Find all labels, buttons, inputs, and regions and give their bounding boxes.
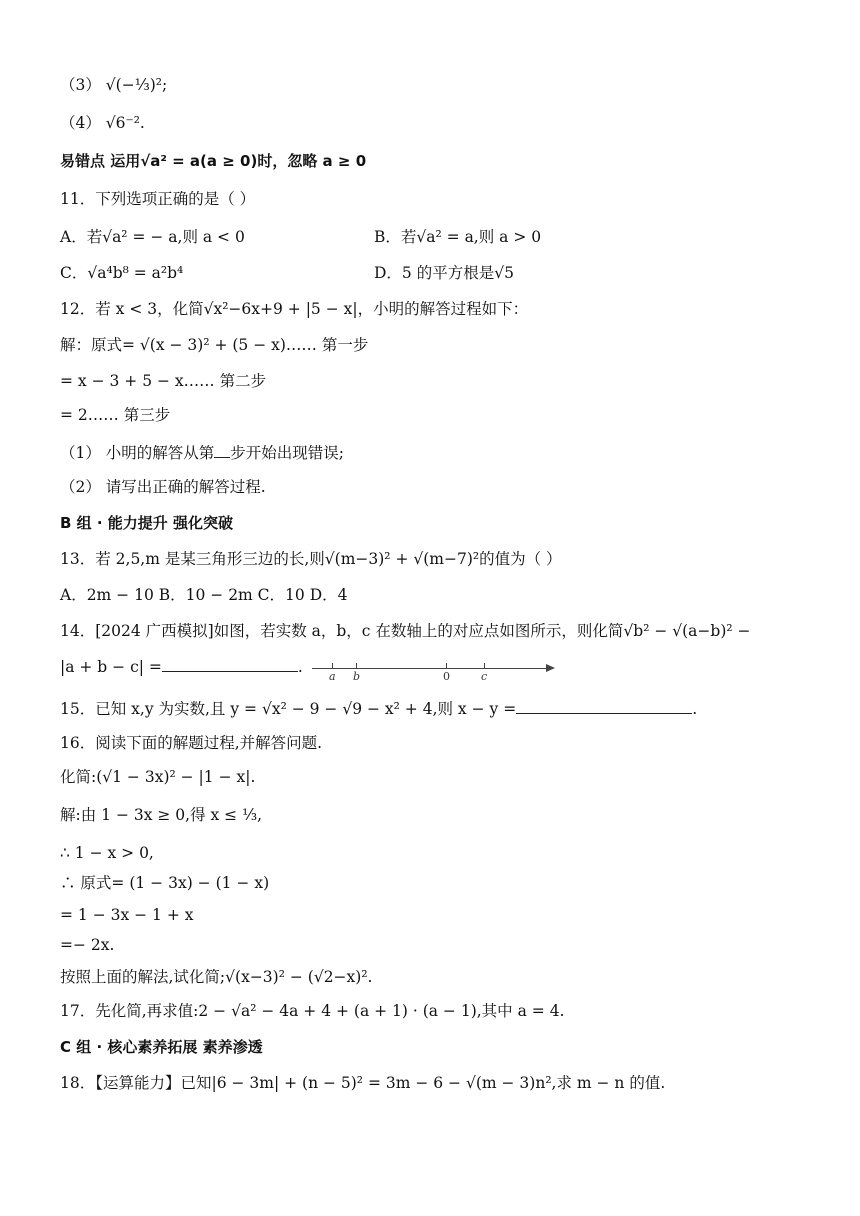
q15-text: 15．已知 x,y 为实数,且 y = √x² − 9 − √9 − x² + 4,则 x − y = bbox=[60, 700, 517, 718]
option-b: B．若√a² = a,则 a > 0 bbox=[374, 228, 542, 246]
q14-expression: |a + b − c| = bbox=[60, 658, 162, 676]
question-13: 13．若 2,5,m 是某三角形三边的长,则√(m−3)² + √(m−7)²的值为（ ） bbox=[60, 550, 562, 568]
question-12: 12．若 x < 3，化简√x²−6x+9 + |5 − x|，小明的解答过程如下： bbox=[60, 300, 529, 318]
question-14-cont bbox=[60, 654, 303, 678]
tick-c bbox=[484, 663, 485, 668]
q16-task: 按照上面的解法,试化简;√(x−3)² − (√2−x)². bbox=[60, 968, 373, 986]
q11-options-row1 bbox=[60, 226, 800, 248]
q16-line1: 解:由 1 − 3x ≥ 0,得 x ≤ ⅓, bbox=[60, 806, 263, 824]
option-a: A．若√a² = − a,则 a < 0 bbox=[60, 228, 245, 246]
question-15 bbox=[60, 696, 697, 720]
q16-line4: = 1 − 3x − 1 + x bbox=[60, 906, 194, 924]
tick-zero bbox=[446, 663, 447, 668]
tick-b bbox=[356, 663, 357, 668]
label-a: a bbox=[329, 670, 336, 683]
number-line bbox=[312, 660, 562, 686]
group-c-heading: C 组 · 核心素养拓展 素养渗透 bbox=[60, 1038, 263, 1056]
q12-step3: = 2…… 第三步 bbox=[60, 406, 171, 424]
answer-blank[interactable] bbox=[214, 440, 230, 458]
q16-problem: 化简:(√1 − 3x)² − |1 − x|. bbox=[60, 768, 256, 786]
question-16: 16．阅读下面的解题过程,并解答问题. bbox=[60, 734, 323, 752]
label-zero: 0 bbox=[443, 670, 450, 683]
q12-part1 bbox=[60, 440, 344, 464]
option-c: C．√a⁴b⁸ = a²b⁴ bbox=[60, 264, 184, 282]
question-17: 17．先化简,再求值:2 − √a² − 4a + 4 + (a + 1) · (a − 1),其中 a = 4. bbox=[60, 1002, 565, 1020]
q12-step2: = x − 3 + 5 − x…… 第二步 bbox=[60, 372, 267, 390]
q12-part1-text-a: （1） 小明的解答从第 bbox=[60, 444, 215, 462]
q11-options-row2 bbox=[60, 262, 800, 284]
label-c: c bbox=[481, 670, 488, 683]
subquestion-4: （4） √6⁻². bbox=[60, 114, 145, 132]
label-b: b bbox=[353, 670, 361, 683]
error-prone-heading: 易错点 运用√a² = a(a ≥ 0)时，忽略 a ≥ 0 bbox=[60, 152, 367, 170]
q12-part1-text-b: 步开始出现错误; bbox=[230, 444, 345, 462]
question-14: 14．[2024 广西模拟]如图，若实数 a，b，c 在数轴上的对应点如图所示，则化简√b² − √(a−b)² − bbox=[60, 622, 751, 640]
group-b-heading: B 组 · 能力提升 强化突破 bbox=[60, 514, 234, 532]
q16-line5: =− 2x. bbox=[60, 936, 115, 954]
q16-line2: ∴ 1 − x > 0, bbox=[60, 844, 154, 862]
arrow-right-icon bbox=[546, 664, 555, 672]
answer-blank[interactable] bbox=[516, 696, 692, 714]
q14-period: . bbox=[297, 658, 303, 676]
number-line-axis bbox=[312, 668, 548, 669]
question-11: 11．下列选项正确的是（ ） bbox=[60, 190, 256, 208]
q12-part2: （2） 请写出正确的解答过程. bbox=[60, 478, 266, 496]
q12-step1: 解：原式= √(x − 3)² + (5 − x)…… 第一步 bbox=[60, 336, 369, 354]
answer-blank[interactable] bbox=[162, 654, 298, 672]
option-d: D．5 的平方根是√5 bbox=[374, 264, 514, 282]
q13-options: A．2m − 10 B．10 − 2m C．10 D．4 bbox=[60, 586, 348, 604]
q16-line3: ∴ 原式= (1 − 3x) − (1 − x) bbox=[60, 874, 270, 892]
question-18: 18．【运算能力】已知|6 − 3m| + (n − 5)² = 3m − 6 − √(m − 3)n²,求 m − n 的值. bbox=[60, 1074, 666, 1092]
tick-a bbox=[332, 663, 333, 668]
subquestion-3: （3） √(−⅓)²; bbox=[60, 76, 168, 94]
q15-period: . bbox=[692, 700, 698, 718]
